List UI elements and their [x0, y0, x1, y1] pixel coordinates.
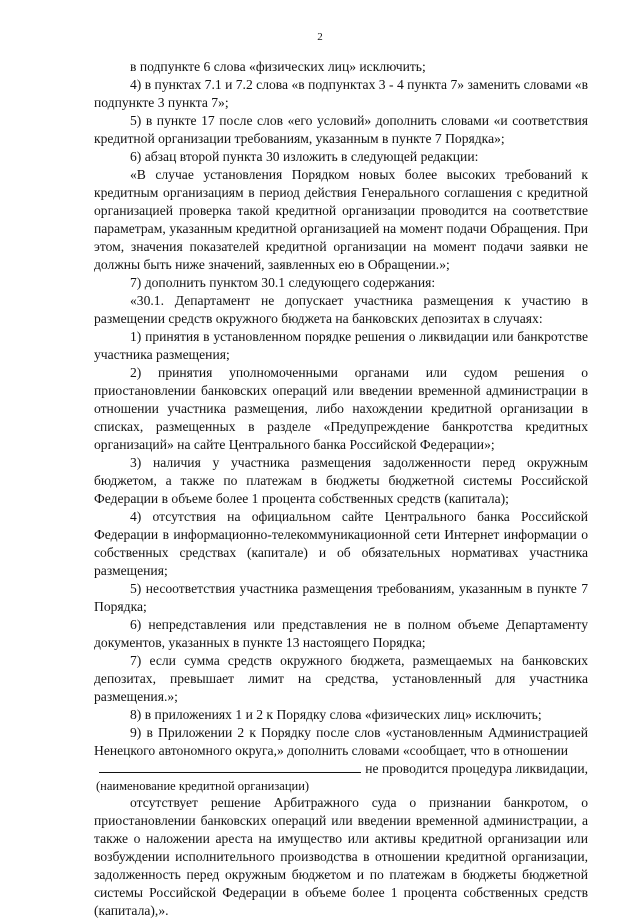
blank-underline [99, 760, 361, 773]
list-item-7: 7) если сумма средств окружного бюджета, размещаемых на банковских депозитах, превышает лимит на средства, установленный для участника размещения.»; [94, 653, 588, 704]
paragraph-item-4: 4) в пунктах 7.1 и 7.2 слова «в подпунктах 3 - 4 пункта 7» заменить словами «в подпункте 3 пункта 7»; [94, 77, 588, 110]
fill-line-text: не проводится процедура ликвидации, [365, 761, 588, 776]
list-item-2: 2) принятия уполномоченными органами или судом решения о приостановлении банковских операций или введении временной администрации в отношении участника размещения, либо нахождении кредитной организации в списках, размещенных в разделе «Предупреждение банкротства кредитных организаций» на сайте Центрального банка Российской Федерации»; [94, 365, 588, 452]
paragraph-deletion-pp6: в подпункте 6 слова «физических лиц» исключить; [130, 59, 426, 74]
final-paragraph: отсутствует решение Арбитражного суда о признании банкротом, о приостановлении банковских операций или введении временной администрации, а также о наложении ареста на имущество или активы кредитной организации или возбуждении исполнительного производства в отношении кредитной организации, задолженность перед окружным бюджетом и по платежам в бюджеты бюджетной системы Российской Федерации в объеме более 1 процента собственных средств (капитала),». [94, 795, 588, 918]
list-item-1: 1) принятия в установленном порядке решения о ликвидации или банкротстве участника размещения; [94, 329, 588, 362]
list-item-3: 3) наличия у участника размещения задолженности перед окружным бюджетом, а также по платежам в бюджеты бюджетной системы Российской Федерации в объеме более 1 процента собственных средств (капитала); [94, 455, 588, 506]
blank-caption: (наименование кредитной организации) [96, 779, 310, 793]
paragraph-item-7: 7) дополнить пунктом 30.1 следующего содержания: [130, 275, 436, 290]
paragraph-new-wording-30: «В случае установления Порядком новых более высоких требований к кредитным организациям в период действия Генерального соглашения с кредитной организацией проверка такой кредитной организации проводится на соответствие параметрам, указанным кредитной организацией на момент подачи Обращения. При этом, значения показателей кредитной организации на момент подачи заявки не должны быть ниже значений, заявленных ею в Обращении.»; [94, 167, 588, 272]
page-number: 2 [317, 31, 323, 43]
list-item-6: 6) непредставления или представления не в полном объеме Департаменту документов, указанных в пункте 13 настоящего Порядка; [94, 617, 588, 650]
fill-in-line [94, 760, 588, 778]
paragraph-item-5: 5) в пункте 17 после слов «его условий» дополнить словами «и соответствия кредитной организации требованиям, указанным в пункте 7 Порядка»; [94, 113, 588, 146]
paragraph-30-1: «30.1. Департамент не допускает участника размещения к участию в размещении средств окружного бюджета на банковских депозитах в случаях: [94, 293, 588, 326]
list-item-5: 5) несоответствия участника размещения требованиям, указанным в пункте 7 Порядка; [94, 581, 588, 614]
document-body [94, 58, 588, 920]
paragraph-item-9: 9) в Приложении 2 к Порядку после слов «установленным Администрацией Ненецкого автономного округа,» дополнить словами «сообщает, что в отношении [94, 725, 588, 758]
list-item-4: 4) отсутствия на официальном сайте Центрального банка Российской Федерации в информационно-телекоммуникационной сети Интернет информации о собственных средствах (капитале) и об обязательных нормативах участника размещения; [94, 509, 588, 578]
paragraph-item-6: 6) абзац второй пункта 30 изложить в следующей редакции: [130, 149, 479, 164]
paragraph-item-8: 8) в приложениях 1 и 2 к Порядку слова «физических лиц» исключить; [130, 707, 542, 722]
